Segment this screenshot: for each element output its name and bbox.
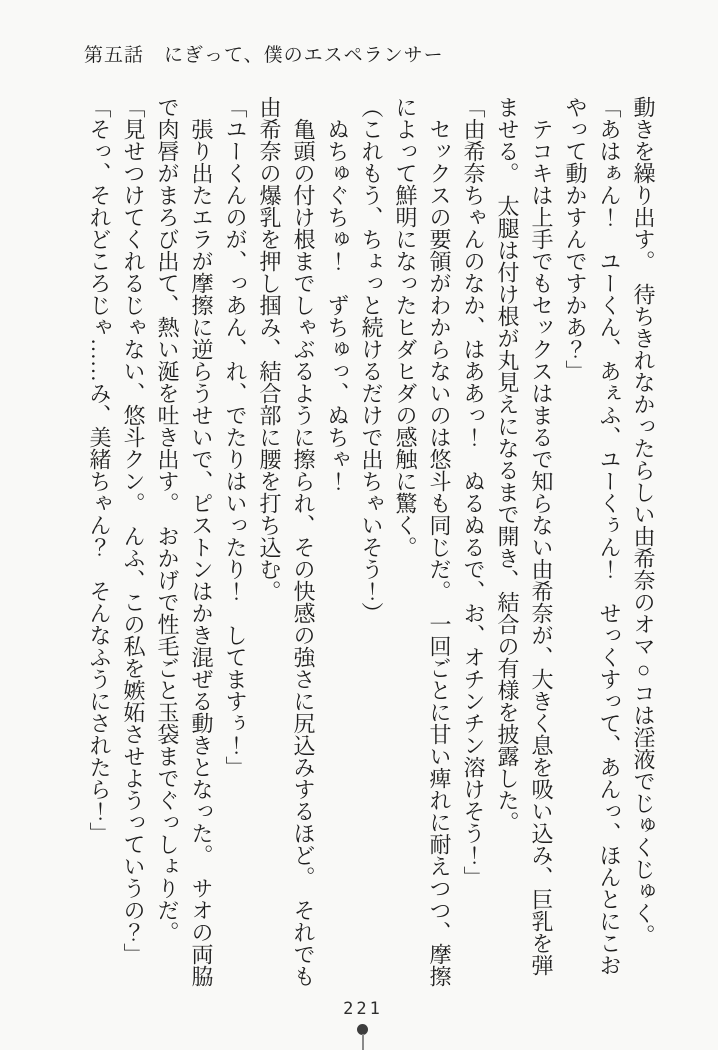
- text-line: セックスの要領がわからないのは悠斗も同じだ。 一回ごとに甘い痺れに耐えつつ、摩擦: [427, 96, 452, 987]
- text-line: 動きを繰り出す。 待ちきれなかったらしい由希奈のオマ○コは淫液でじゅくじゅく。: [631, 96, 656, 946]
- page-number: 221: [343, 999, 383, 1019]
- text-line: ぬちゅぐちゅ！ ずちゅっ、ぬちゃ！: [325, 96, 350, 492]
- text-line: 亀頭の付け根までしゃぶるように擦られ、その快感の強さに尻込みするほど。 それでも: [291, 96, 316, 987]
- text-line: テコキは上手でもセックスはまるで知らない由希奈が、大きく息を吸い込み、巨乳を弾: [529, 96, 554, 976]
- cursor-pin-marker: [357, 1024, 368, 1050]
- chapter-header: 第五話 にぎって、僕のエスペランサー: [84, 45, 444, 66]
- pin-stem: [362, 1034, 364, 1050]
- text-line: 「見せつけてくれるじゃない、悠斗クン。 んふ、この私を嫉妬させようっていうの？」: [121, 96, 146, 965]
- text-line: 「あはぁん！ ユーくん、あぇふ、ユーくぅん！ せっくすって、あんっ、ほんとにこお: [597, 96, 622, 976]
- text-line: 由希奈の爆乳を押し掴み、結合部に腰を打ち込む。: [257, 96, 282, 602]
- text-line: 張り出たエラが摩擦に逆らうせいで、ピストンはかき混ぜる動きとなった。 サオの両脇: [189, 96, 214, 987]
- text-line: 「ユーくんのが、っあん、れ、でたりはいったり！ してますぅ！」: [223, 96, 248, 778]
- text-body: [82, 96, 660, 992]
- text-line: によって鮮明になったヒダヒダの感触に驚く。: [393, 96, 418, 558]
- text-line: で肉唇がまろび出て、熱い涎を吐き出す。 おかげで性毛ごと玉袋までぐっしょりだ。: [155, 96, 180, 943]
- text-line: 「そっ、それどころじゃ……み、美緒ちゃん？ そんなふうにされたら！」: [87, 96, 112, 844]
- text-line: （これもう、ちょっと続けるだけで出ちゃいそう！）: [359, 96, 384, 624]
- text-line: 「由希奈ちゃんのなか、はああっ！ ぬるぬるで、お、オチンチン溶けそう！」: [461, 96, 486, 888]
- text-line: やって動かすんですかあ？」: [563, 96, 588, 382]
- text-line: ませる。 太腿は付け根が丸見えになるまで開き、結合の有様を披露した。: [495, 96, 520, 833]
